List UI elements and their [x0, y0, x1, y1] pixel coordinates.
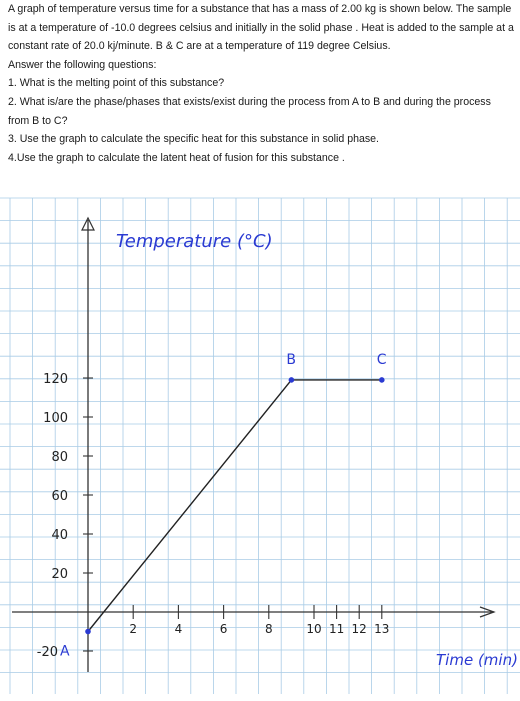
grid — [0, 198, 520, 694]
x-tick-label: 13 — [374, 622, 390, 636]
question-3: 3. Use the graph to calculate the specific heat for this substance in solid phase. — [8, 133, 379, 146]
question-4: 4.Use the graph to calculate the latent heat of fusion for this substance . — [8, 151, 345, 164]
chart-svg — [0, 194, 520, 696]
x-tick-label: 10 — [306, 622, 322, 636]
y-tick-label: 20 — [51, 567, 68, 582]
x-tick-label: 11 — [328, 622, 345, 636]
y-tick-label: 100 — [43, 411, 68, 426]
problem-prompt: Answer the following questions: — [8, 58, 157, 71]
x-tick-label: 6 — [219, 622, 228, 636]
point-label-a: A — [60, 643, 70, 660]
question-2: 2. What is/are the phase/phases that exists/exist during the process from A to B and during the process from B to C? — [8, 95, 491, 127]
y-tick-label: 40 — [51, 528, 68, 543]
y-axis-label: Temperature (°C) — [116, 231, 273, 252]
question-1: 1. What is the melting point of this substance? — [8, 77, 225, 90]
x-tick-label: 12 — [351, 622, 367, 636]
y-tick-label: 80 — [51, 450, 68, 465]
problem-statement — [8, 0, 514, 167]
y-tick-label: -20 — [36, 645, 58, 660]
data-point-b — [289, 377, 295, 383]
data-point-a — [85, 629, 91, 635]
y-tick-label: 60 — [51, 489, 68, 504]
y-tick-label: 120 — [43, 372, 68, 387]
temperature-time-graph — [0, 194, 520, 696]
x-tick-label: 4 — [174, 622, 183, 636]
x-axis-label: Time (min) — [436, 651, 518, 669]
point-label-b: B — [286, 351, 297, 368]
x-tick-label: 2 — [129, 622, 138, 636]
data-point-c — [379, 377, 385, 383]
problem-intro: A graph of temperature versus time for a substance that has a mass of 2.00 kg is shown below. The sample is at a temperature of -10.0 degrees celsius and initially in the solid phase . Heat is added to the sample at a constant rate of 20.0 kj/minute. B & C are at a temperature of 119 degree Celsius. — [8, 3, 514, 53]
series-line — [88, 380, 291, 632]
x-tick-label: 8 — [264, 622, 273, 636]
point-label-c: C — [376, 351, 387, 368]
